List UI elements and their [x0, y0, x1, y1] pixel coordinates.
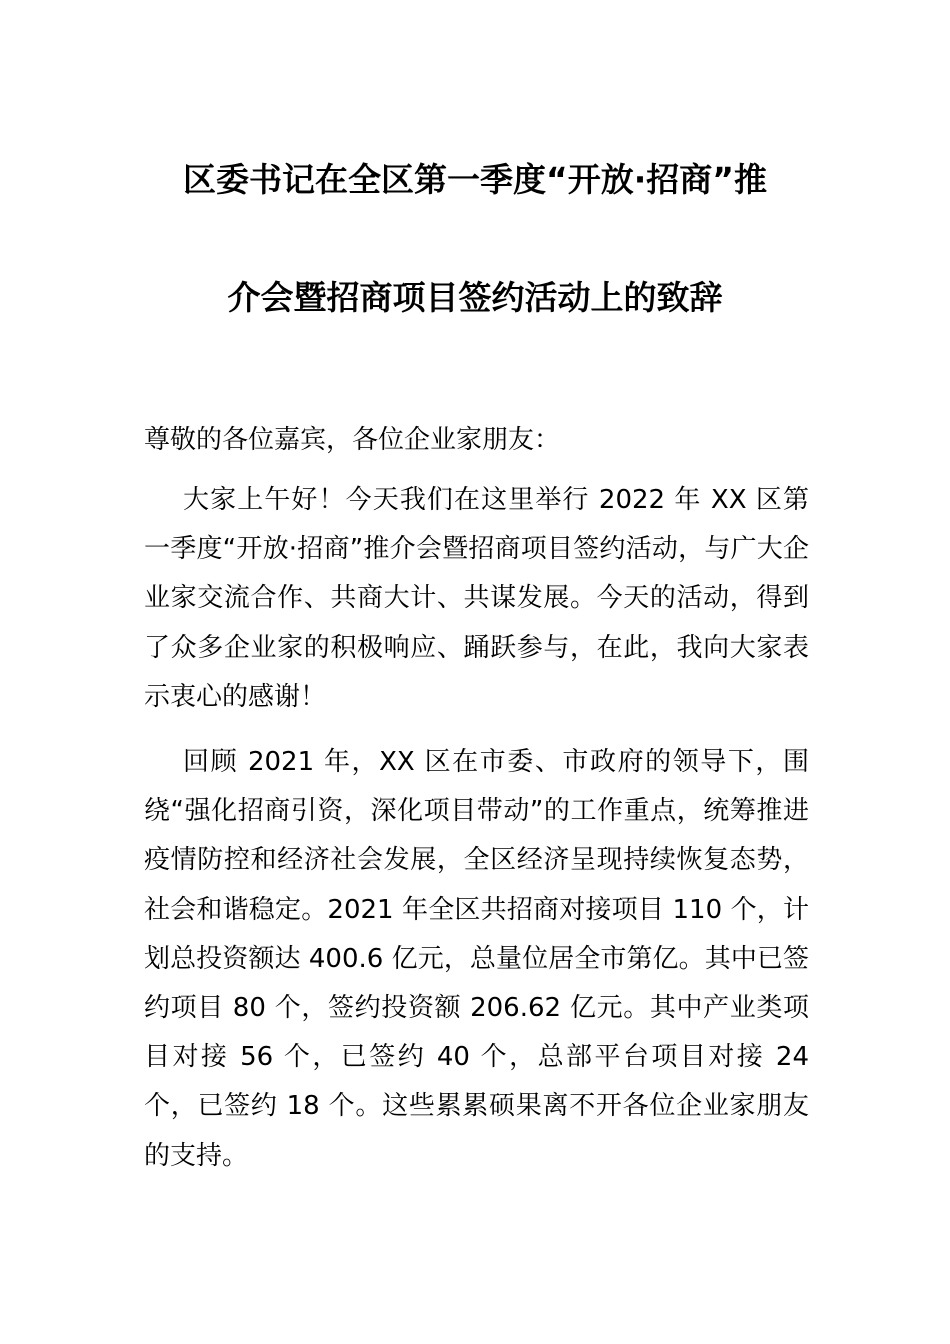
- salutation: 尊敬的各位嘉宾，各位企业家朋友：: [144, 425, 561, 455]
- paragraph-review: 回顾 2021 年，XX 区在市委、市政府的领导下，围绕“强化招商引资，深化项目带动”的工作重点，统筹推进疫情防控和经济社会发展，全区经济呈现持续恢复态势，社会和谐稳定。2021 年全区共招商对接项目 110 个，计划总投资额达 400.6 亿元，总量位居全市第亿。其中已签约项目 80 个，签约投资额 206.62 亿元。其中产业类项目对接 56 个，已签约 40 个，总部平台项目对接 24 个，已签约 18 个。这些累累硕果离不开各位企业家朋友的支持。: [144, 747, 809, 1171]
- document-title-line-1: 区委书记在全区第一季度“开放·招商”推: [183, 160, 767, 199]
- document-title-line-2: 介会暨招商项目签约活动上的致辞: [227, 278, 723, 317]
- paragraph-greeting: 大家上午好！今天我们在这里举行 2022 年 XX 区第一季度“开放·招商”推介会暨招商项目签约活动，与广大企业家交流合作、共商大计、共谋发展。今天的活动，得到了众多企业家的积极响应、踊跃参与，在此，我向大家表示衷心的感谢！: [144, 485, 809, 712]
